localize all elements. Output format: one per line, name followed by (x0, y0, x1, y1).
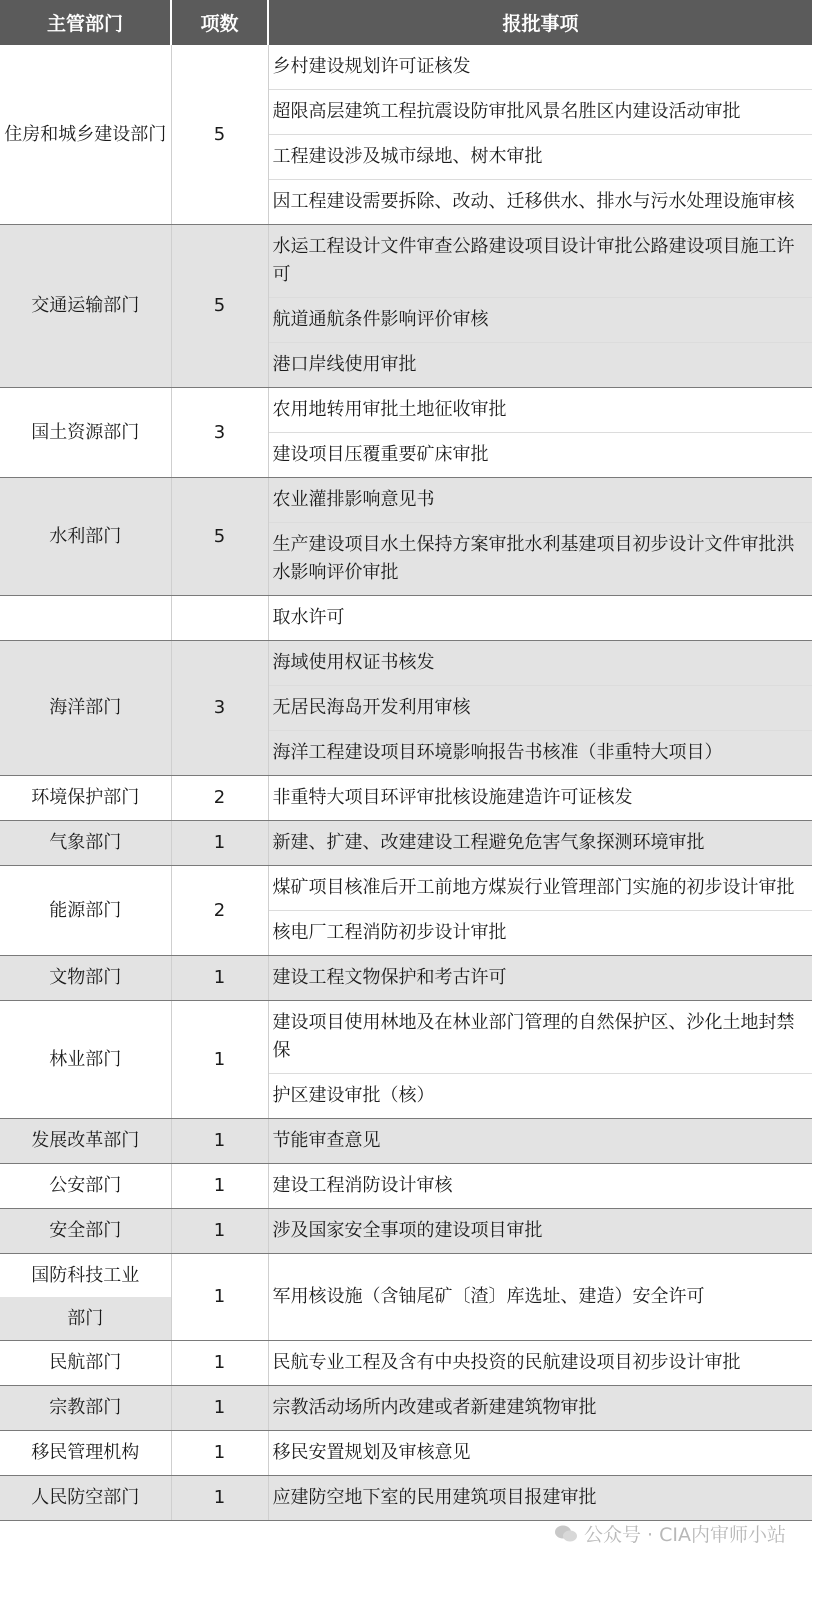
dept-cell: 移民管理机构 (0, 1431, 171, 1476)
table-row (0, 225, 812, 388)
item-text: 建设项目压覆重要矿床审批 (272, 444, 489, 465)
dept-cell: 交通运输部门 (0, 225, 171, 388)
dept-cell: 人民防空部门 (0, 1476, 171, 1521)
item-text: 军用核设施（含铀尾矿〔渣〕库选址、建造）安全许可 (272, 1286, 705, 1307)
item-text: 农业灌排影响意见书 (269, 478, 813, 523)
items-cell (268, 1119, 812, 1164)
count-cell: 1 (171, 821, 268, 866)
count-cell: 2 (171, 866, 268, 956)
item-text: 煤矿项目核准后开工前地方煤炭行业管理部门实施的初步设计审批 (269, 866, 813, 911)
dept-cell: 水利部门 (0, 478, 171, 596)
table-row (0, 776, 812, 821)
items-cell (268, 956, 812, 1001)
count-cell: 1 (171, 1164, 268, 1209)
dept-cell: 公安部门 (0, 1164, 171, 1209)
table-row (0, 388, 812, 478)
items-cell (268, 388, 812, 478)
table-row (0, 1341, 812, 1386)
table-row (0, 1209, 812, 1254)
count-cell: 1 (171, 956, 268, 1001)
count-cell: 3 (171, 388, 268, 478)
item-text: 因工程建设需要拆除、改动、迁移供水、排水与污水处理设施审核 (272, 191, 795, 212)
item-text: 民航专业工程及含有中央投资的民航建设项目初步设计审批 (272, 1352, 741, 1373)
item-text: 生产建设项目水土保持方案审批水利基建项目初步设计文件审批洪水影响评价审批 (272, 534, 795, 583)
count-cell: 5 (171, 478, 268, 596)
count-cell: 3 (171, 641, 268, 776)
items-cell (268, 866, 812, 956)
dept-cell: 民航部门 (0, 1341, 171, 1386)
dept-cell: 发展改革部门 (0, 1119, 171, 1164)
header-items: 报批事项 (268, 0, 812, 45)
item-text: 应建防空地下室的民用建筑项目报建审批 (272, 1487, 597, 1508)
count-cell: 1 (171, 1254, 268, 1341)
table-row (0, 1001, 812, 1119)
header-count: 项数 (171, 0, 268, 45)
count-cell: 1 (171, 1386, 268, 1431)
table-row (0, 1476, 812, 1521)
item-text: 海域使用权证书核发 (269, 641, 813, 686)
table-row (0, 1119, 812, 1164)
item-text: 宗教活动场所内改建或者新建建筑物审批 (272, 1397, 597, 1418)
dept-cell-continued: 部门 (0, 1297, 171, 1341)
items-cell (268, 596, 812, 641)
count-cell: 1 (171, 1341, 268, 1386)
count-cell: 1 (171, 1476, 268, 1521)
item-text: 航道通航条件影响评价审核 (269, 298, 813, 343)
items-cell (268, 1164, 812, 1209)
table-body (0, 45, 812, 1521)
item-text: 取水许可 (272, 607, 345, 628)
item-text: 核电厂工程消防初步设计审批 (272, 922, 507, 943)
table-row (0, 478, 812, 596)
table-row (0, 1164, 812, 1209)
item-text: 港口岸线使用审批 (272, 354, 417, 375)
item-text: 无居民海岛开发利用审核 (269, 686, 813, 731)
item-text: 涉及国家安全事项的建设项目审批 (272, 1220, 543, 1241)
dept-cell: 安全部门 (0, 1209, 171, 1254)
table-row (0, 821, 812, 866)
dept-cell: 海洋部门 (0, 641, 171, 776)
dept-cell (0, 596, 171, 641)
count-cell: 1 (171, 1431, 268, 1476)
dept-cell: 国防科技工业 (0, 1254, 171, 1298)
items-cell (268, 478, 812, 596)
item-text: 建设项目使用林地及在林业部门管理的自然保护区、沙化土地封禁保 (269, 1001, 813, 1074)
item-text: 工程建设涉及城市绿地、树木审批 (269, 135, 813, 180)
dept-cell: 能源部门 (0, 866, 171, 956)
items-cell (268, 1209, 812, 1254)
items-cell (268, 1001, 812, 1119)
item-text: 节能审查意见 (272, 1130, 381, 1151)
item-text: 超限高层建筑工程抗震设防审批风景名胜区内建设活动审批 (269, 90, 813, 135)
item-text: 水运工程设计文件审查公路建设项目设计审批公路建设项目施工许可 (269, 225, 813, 298)
table-row (0, 641, 812, 776)
items-cell (268, 776, 812, 821)
item-text: 新建、扩建、改建建设工程避免危害气象探测环境审批 (272, 832, 705, 853)
dept-cell: 国土资源部门 (0, 388, 171, 478)
item-text: 海洋工程建设项目环境影响报告书核准（非重特大项目） (272, 742, 723, 763)
items-cell (268, 821, 812, 866)
dept-cell: 文物部门 (0, 956, 171, 1001)
item-text: 农用地转用审批土地征收审批 (269, 388, 813, 433)
dept-cell: 林业部门 (0, 1001, 171, 1119)
header-dept: 主管部门 (0, 0, 171, 45)
wechat-icon (554, 1524, 578, 1544)
count-cell: 1 (171, 1209, 268, 1254)
count-cell: 2 (171, 776, 268, 821)
item-text: 非重特大项目环评审批核设施建造许可证核发 (272, 787, 633, 808)
table-row (0, 956, 812, 1001)
dept-cell: 环境保护部门 (0, 776, 171, 821)
count-cell (171, 596, 268, 641)
table-row (0, 45, 812, 225)
dept-cell: 宗教部门 (0, 1386, 171, 1431)
items-cell (268, 225, 812, 388)
item-text: 建设工程消防设计审核 (272, 1175, 453, 1196)
item-text: 移民安置规划及审核意见 (272, 1442, 471, 1463)
table-row (0, 866, 812, 956)
table-row (0, 1254, 812, 1298)
item-text: 建设工程文物保护和考古许可 (272, 967, 507, 988)
table-row (0, 1386, 812, 1431)
items-cell (268, 641, 812, 776)
items-cell (268, 1254, 812, 1341)
items-cell (268, 1476, 812, 1521)
count-cell: 5 (171, 45, 268, 225)
count-cell: 1 (171, 1119, 268, 1164)
watermark-text: 公众号 · CIA内审师小站 (584, 1524, 786, 1546)
dept-cell: 住房和城乡建设部门 (0, 45, 171, 225)
item-text: 护区建设审批（核） (272, 1085, 435, 1106)
count-cell: 1 (171, 1001, 268, 1119)
items-cell (268, 1341, 812, 1386)
items-cell (268, 45, 812, 225)
items-cell (268, 1386, 812, 1431)
table-row (0, 596, 812, 641)
watermark (554, 1520, 786, 1547)
table-row (0, 1431, 812, 1476)
dept-cell: 气象部门 (0, 821, 171, 866)
count-cell: 5 (171, 225, 268, 388)
item-text: 乡村建设规划许可证核发 (269, 45, 813, 90)
header-row (0, 0, 812, 45)
items-cell (268, 1431, 812, 1476)
